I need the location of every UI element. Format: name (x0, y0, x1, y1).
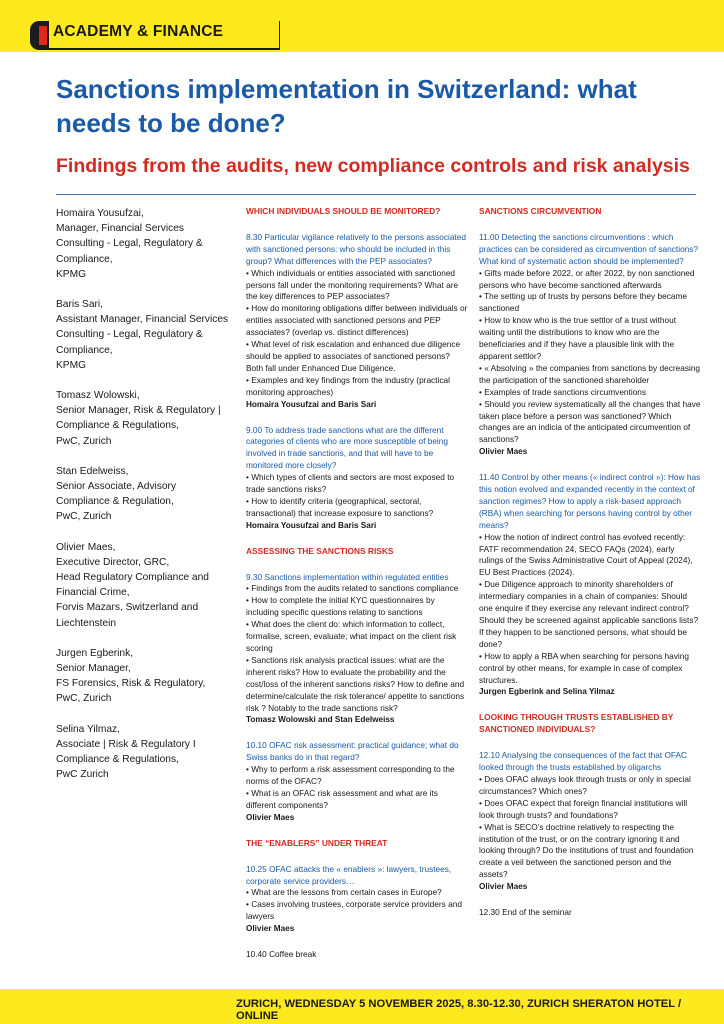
session-bullet: • Why to perform a risk assessment corresponding to the norms of the OFAC? (246, 764, 455, 787)
session-bullet: • How to complete the initial KYC questionnaires by including specific questions relating to sanctions (246, 595, 435, 618)
session-bullet: • Findings from the audits related to sanctions compliance (246, 583, 459, 594)
session-time: 9.30 (246, 571, 263, 582)
session-speaker: Olivier Maes (479, 447, 528, 457)
speaker-role-line: Head Regulatory Compliance and (56, 572, 209, 584)
speaker-name: Olivier Maes, (56, 541, 116, 553)
speaker-role-line: PwC, Zurich (56, 511, 112, 523)
session-time: 11.40 (479, 472, 500, 483)
speaker-role-line: Compliance & Regulation, (56, 496, 174, 508)
session-block (246, 864, 468, 935)
session-heading (246, 572, 468, 584)
speaker-role-line: Compliance, (56, 253, 113, 265)
session-heading (246, 425, 468, 473)
session-bullet: • The setting up of trusts by persons before they became sanctioned (479, 291, 687, 314)
speaker-role-line: Compliance, (56, 344, 113, 356)
speaker-name: Tomasz Wolowski, (56, 390, 140, 402)
session-title: OFAC attacks the « enablers »: lawyers, trustees, corporate service providers… (246, 863, 452, 886)
speaker-role-line: Senior Manager, (56, 663, 131, 675)
speaker-role-line: Senior Associate, Advisory (56, 481, 177, 493)
session-title: Sanctions implementation within regulated entities (264, 571, 449, 582)
end-of-seminar: 12.30 End of the seminar (479, 907, 572, 918)
session-bullet: • Gifts made before 2022, or after 2022, by non sanctioned persons who have become sanctioned afterwards (479, 267, 695, 290)
session-heading (246, 740, 468, 764)
speaker-role-line: Financial Crime, (56, 587, 130, 599)
session-bullet: • « Absolving » the companies from sanctions by decreasing the participation of the sanctioned shareholder (479, 362, 701, 385)
session-bullet: • What level of risk escalation and enhanced due diligence should be applied to associates of sanctioned persons? Both fall under Enhanced Due Diligence. (246, 339, 461, 373)
session-bullet: • Examples of trade sanctions circumventions (479, 386, 647, 397)
coffee-break: 10.40 Coffee break (246, 949, 317, 960)
session-block (246, 572, 468, 727)
session-block (246, 425, 468, 532)
speaker-entry (56, 722, 236, 783)
speaker-role-line: Liechtenstein (56, 617, 117, 629)
speaker-role-line: Forvis Mazars, Switzerland and (56, 602, 199, 614)
session-block (479, 750, 701, 893)
speaker-role-line: KPMG (56, 268, 87, 280)
speaker-entry (56, 646, 236, 707)
session-block (246, 740, 468, 823)
session-bullet: • What is SECO’s doctrine relatively to respecting the institution of the trust, or on the contrary ignoring it and looking through? Do the institutions of trust and foundation create a veil between the sanctioned person and the assets? (479, 821, 694, 880)
session-bullet: • Due Diligence approach to minority shareholders of intermediary companies in a chain of companies: Should one enquire if they exercise any relevant indirect control? Should they be screened against applicable sanctions lists? If they happen to be sanctioned persons, what should be done? (479, 579, 699, 649)
program-column-1 (246, 206, 468, 975)
session-title: To address trade sanctions what are the different categories of clients who are more susceptible of being involved in trade sanctions, and that will have to be monitored more closely? (246, 424, 449, 471)
speaker-role-line: Compliance & Regulations, (56, 420, 179, 432)
session-speaker: Jurgen Egberink and Selina Yilmaz (479, 687, 615, 697)
session-bullet: • How to know who is the true settlor of a trust without waiting until the distributions to know who are the beneficiaries and if they have a plausible link with the apparent settlor? (479, 315, 677, 361)
session-title: Particular vigilance relatively to the persons associated with sanctioned persons: who should be included in this group? What differences with the PEP associates? (246, 231, 467, 266)
session-speaker: Homaira Yousufzai and Baris Sari (246, 399, 377, 409)
brand-label: ACADEMY & FINANCE (53, 23, 224, 40)
session-bullet: • Should you review systematically all the changes that have taken place before a person was sanctioned? Which changes are an indicia of the anticipated circumvention of sanctions? (479, 398, 701, 445)
session-bullet: • Does OFAC always look through trusts or only in special circumstances? Which ones? (479, 773, 691, 796)
section-heading: THE “ENABLERS” UNDER THREAT (246, 837, 388, 848)
speaker-role-line: Executive Director, GRC, (56, 556, 170, 568)
speaker-entry (56, 388, 236, 449)
session-block (479, 472, 701, 698)
session-bullet: • How to identify criteria (geographical, sectoral, transactional) that increase exposure to sanctions? (246, 495, 434, 518)
speaker-role-line: PwC, Zurich (56, 693, 112, 705)
session-bullet: • Which types of clients and sectors are most exposed to trade sanctions risks? (246, 472, 455, 495)
speaker-role-line: Manager, Financial Services (56, 223, 184, 235)
speaker-role-line: FS Forensics, Risk & Regulatory, (56, 678, 206, 690)
divider-line (56, 194, 696, 195)
session-heading (479, 472, 701, 532)
speaker-role-line: Senior Manager, Risk & Regulatory | (56, 405, 221, 417)
session-bullet: • Cases involving trustees, corporate service providers and lawyers (246, 899, 462, 922)
speaker-role-line: Compliance & Regulations, (56, 754, 179, 766)
session-bullet: • How to apply a RBA when searching for persons having control by other means, for example in case of complex structures. (479, 650, 689, 685)
speaker-role-line: KPMG (56, 359, 87, 371)
session-time: 11.00 (479, 231, 500, 242)
session-title: Control by other means (« indirect control »): How has this notion evolved and expanded recently in the context of sanction regimes? How to apply a risk-based approach (RBA) when searching for persons having control by other means? (479, 472, 701, 530)
session-heading (246, 232, 468, 268)
session-bullet: • What are the lessons from certain cases in Europe? (246, 887, 442, 898)
session-heading (246, 864, 468, 888)
session-speaker: Olivier Maes (479, 882, 528, 892)
speaker-role-line: Consulting - Legal, Regulatory & (56, 238, 203, 250)
speaker-name: Homaira Yousufzai, (56, 208, 144, 219)
section-heading: ASSESSING THE SANCTIONS RISKS (246, 545, 394, 556)
session-bullet: • Which individuals or entities associated with sanctioned persons fall under the monitoring requirements? What are the key differences to PEP associates? (246, 267, 459, 302)
speaker-role-line: PwC Zurich (56, 769, 109, 781)
session-block (246, 232, 468, 411)
speaker-name: Baris Sari, (56, 299, 103, 311)
speaker-name: Jurgen Egberink, (56, 647, 134, 659)
session-time: 10.25 (246, 863, 267, 874)
session-heading (479, 750, 701, 774)
session-speaker: Olivier Maes (246, 812, 295, 822)
speaker-role-line: Associate | Risk & Regulatory I (56, 738, 196, 750)
event-date-location: ZURICH, WEDNESDAY 5 NOVEMBER 2025, 8.30-12.30, ZURICH SHERATON HOTEL / ONLINE (236, 998, 682, 1022)
session-block (479, 232, 701, 458)
session-time: 8.30 (246, 231, 263, 242)
session-bullet: • Sanctions risk analysis practical issues: what are the inherent risks? How to evaluate the probability and the cost/loss of the inherent sanctions risks? How to define and determine/calculate the risk tolerance/ appetite to sanctions risk ? Notably to the trade sanctions risk? (246, 654, 465, 713)
speaker-role-line: Consulting - Legal, Regulatory & (56, 329, 203, 341)
speaker-entry (56, 206, 236, 282)
session-time: 10.10 (246, 740, 267, 751)
speaker-list (56, 206, 236, 798)
session-bullet: • Examples and key findings from the industry (practical monitoring approaches) (246, 374, 450, 397)
page-subtitle: Findings from the audits, new compliance controls and risk analysis (56, 155, 690, 177)
session-bullet: • Does OFAC expect that foreign financial institutions will look through trusts? and foundations? (479, 797, 688, 820)
session-heading (479, 232, 701, 268)
session-title: OFAC risk assessment: practical guidance; what do Swiss banks do in that regard? (246, 740, 459, 763)
speaker-name: Stan Edelweiss, (56, 465, 129, 477)
session-bullet: • How the notion of indirect control has evolved recently: FATF recommendation 24, SECO FAQs (2024), early rulings of the Swiss Administrative Court of Appeal (2024), EU Best Practices (2024). (479, 531, 693, 578)
session-bullet: • What is an OFAC risk assessment and what are its different components? (246, 787, 438, 810)
session-bullet: • How do monitoring obligations differ between individuals or entities associated with sanctioned persons and PEP associates? (overlap vs. distinct differences) (246, 303, 468, 338)
session-bullet: • What does the client do: which information to collect, formalise, screen, evaluate; what impact on the client risk scoring (246, 619, 457, 653)
speaker-entry (56, 540, 236, 631)
session-speaker: Tomasz Wolowski and Stan Edelweiss (246, 715, 395, 725)
session-speaker: Olivier Maes (246, 924, 295, 934)
session-time: 9.00 (246, 424, 263, 435)
speaker-entry (56, 297, 236, 373)
page-title: Sanctions implementation in Switzerland: what needs to be done? (56, 74, 637, 138)
program-column-2 (479, 206, 701, 933)
session-title: Analysing the consequences of the fact that OFAC looked through the trusts established by oligarchs (479, 750, 688, 773)
speaker-entry (56, 464, 236, 525)
brand-red-accent (39, 26, 47, 45)
speaker-role-line: PwC, Zurich (56, 435, 112, 447)
section-heading: LOOKING THROUGH TRUSTS ESTABLISHED BY SANCTIONED INDIVIDUALS? (479, 712, 674, 735)
section-heading: WHICH INDIVIDUALS SHOULD BE MONITORED? (246, 206, 441, 216)
section-heading: SANCTIONS CIRCUMVENTION (479, 206, 602, 216)
session-time: 12.10 (479, 750, 500, 761)
session-title: Detecting the sanctions circumventions : which practices can be considered as circumvention of sanctions? What kind of systematic action should be implemented? (479, 231, 699, 266)
speaker-name: Selina Yilmaz, (56, 723, 120, 735)
session-speaker: Homaira Yousufzai and Baris Sari (246, 520, 377, 530)
speaker-role-line: Assistant Manager, Financial Services (56, 314, 229, 326)
